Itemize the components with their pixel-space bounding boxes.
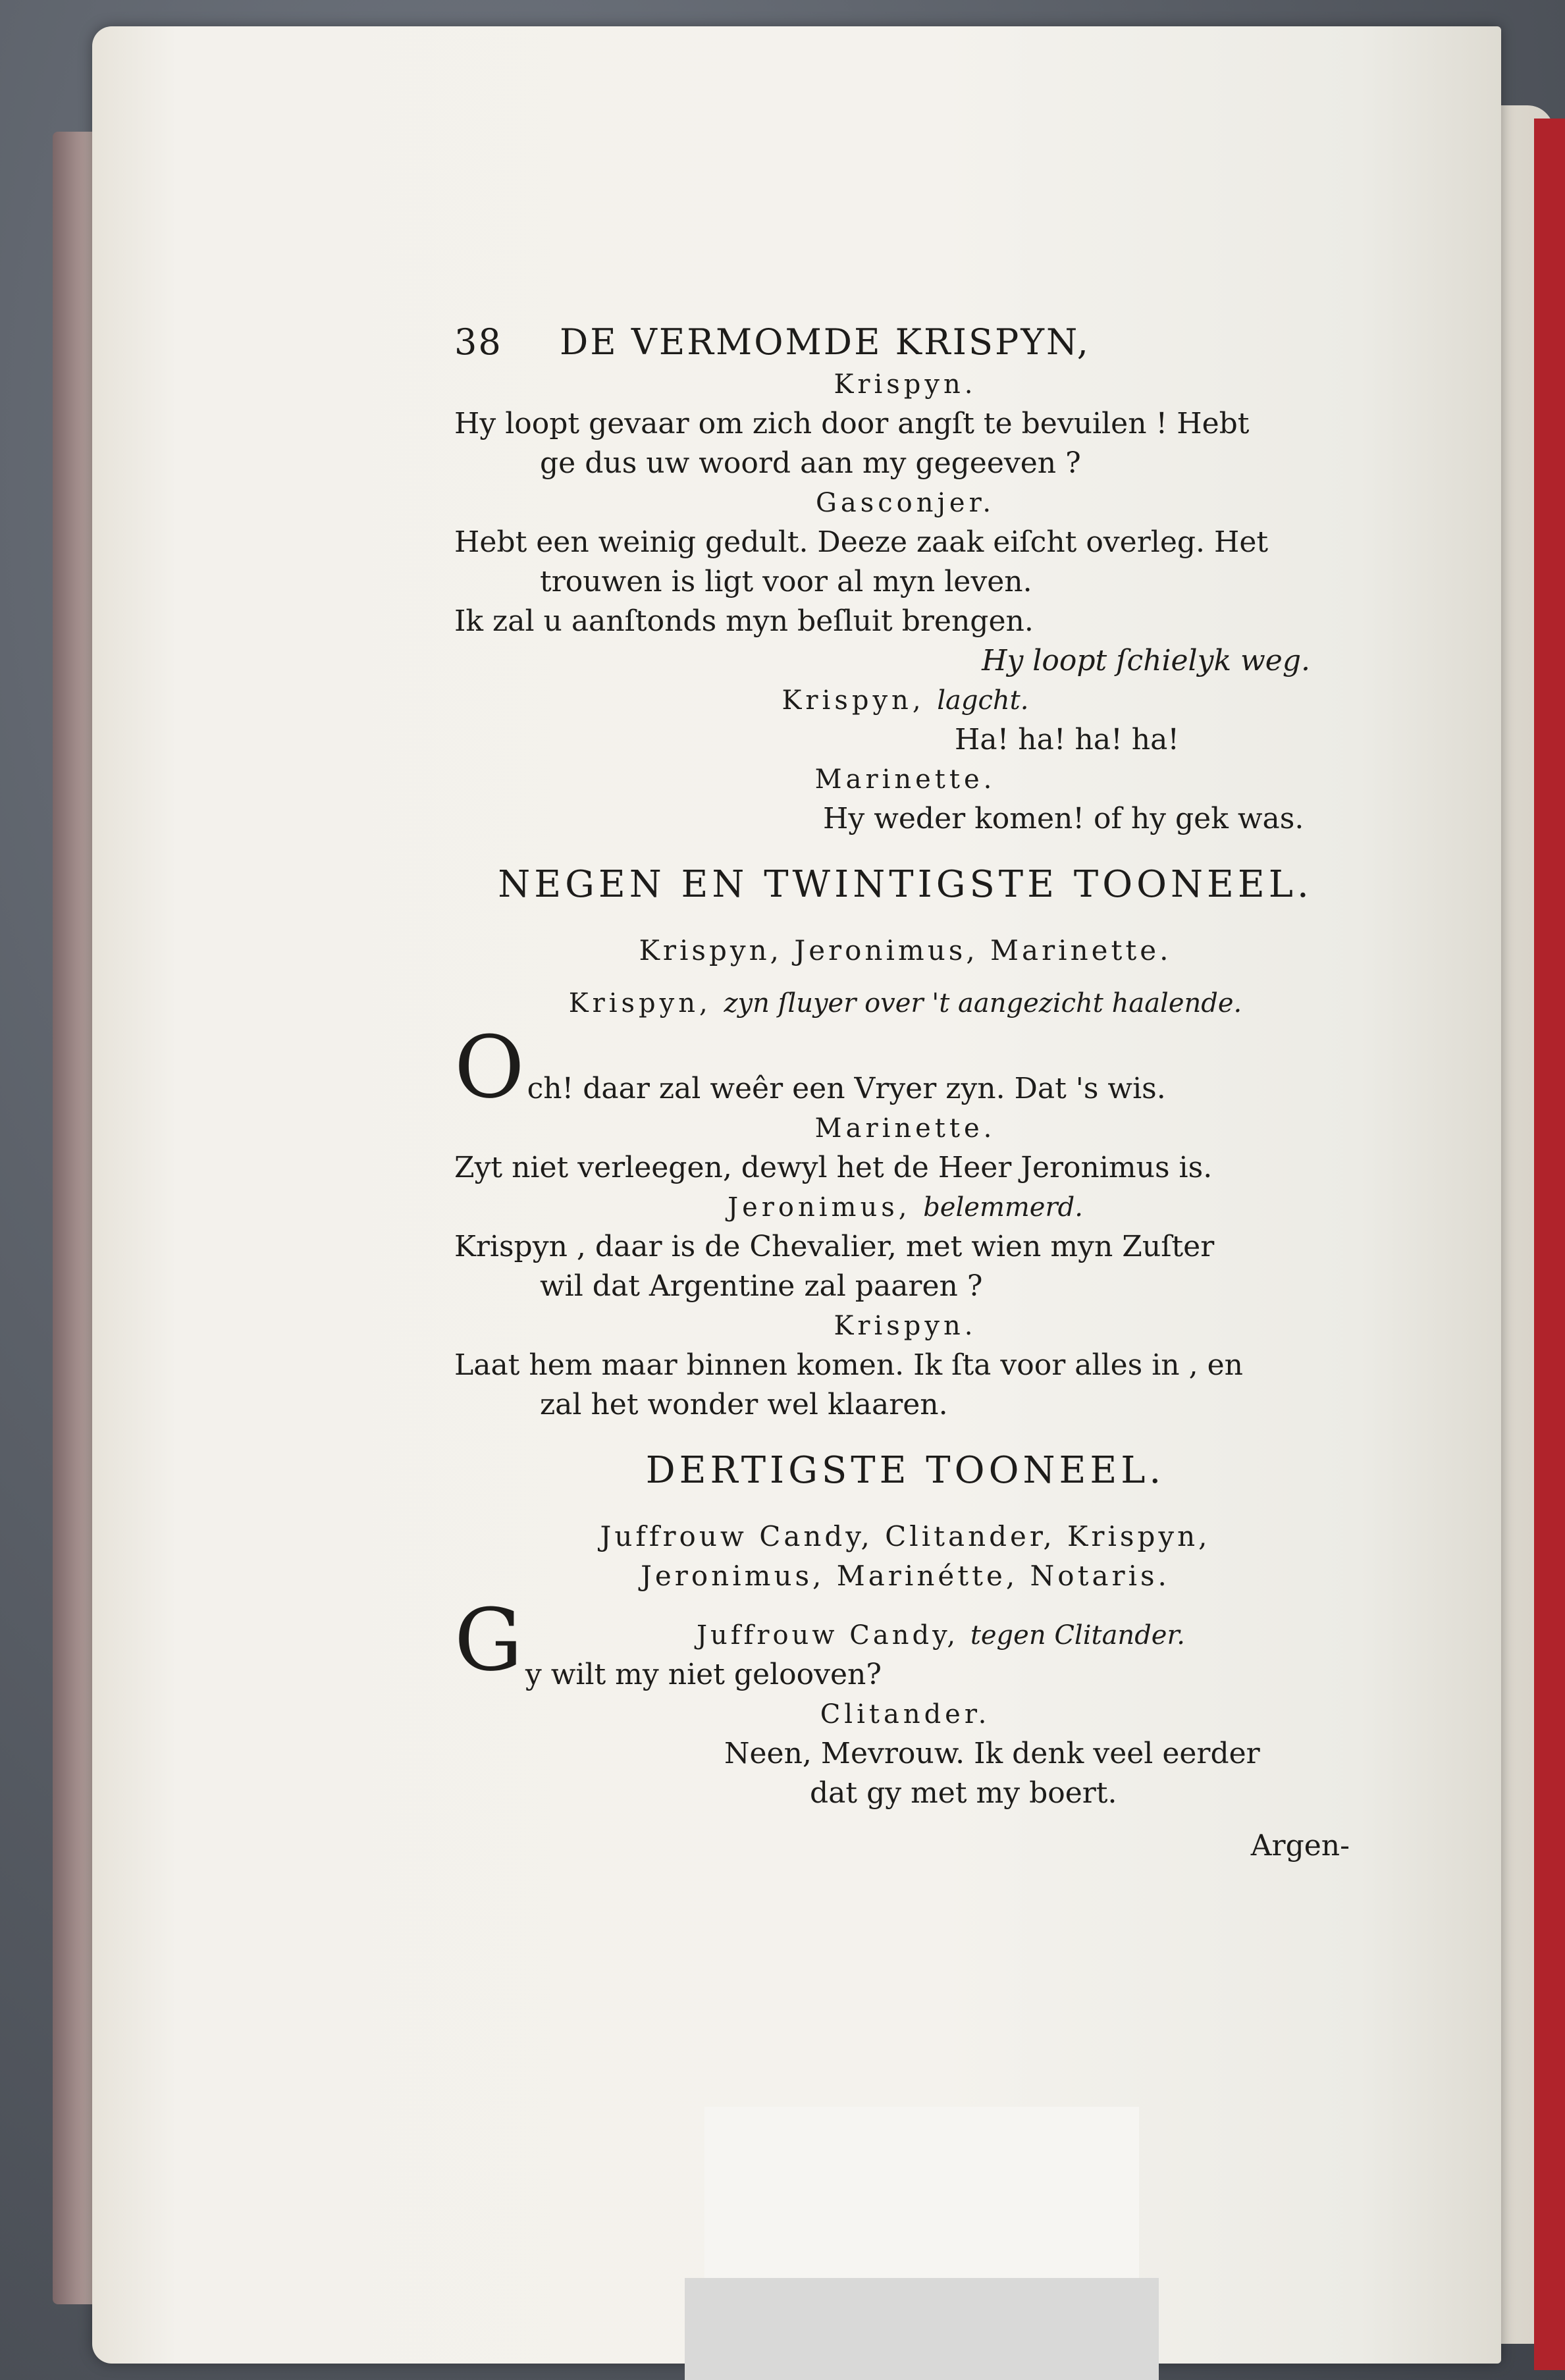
stage-direction: zyn ſluyer over 't aangezicht haalende. xyxy=(724,988,1242,1018)
speaker-name: Clitander. xyxy=(820,1699,991,1730)
dialogue-line: Hebt een weinig gedult. Deeze zaak eiſcht overleg. Het xyxy=(454,525,1269,559)
book-cover-edge xyxy=(1534,119,1565,2370)
dialogue-line: ge dus uw woord aan my gegeeven ? xyxy=(540,446,1081,480)
scene-cast: Juffrouw Candy, Clitander, Krispyn, xyxy=(600,1520,1211,1552)
stage-direction: tegen Clitander. xyxy=(970,1620,1185,1651)
dialogue-line xyxy=(454,1017,1356,1117)
speaker-name: Gasconjer. xyxy=(815,488,995,518)
dialogue-text: ch! daar zal weêr een Vryer zyn. Dat 's wis. xyxy=(527,1072,1166,1105)
dialogue-line xyxy=(454,1590,1356,1695)
dialogue-text: y wilt my niet gelooven? xyxy=(525,1658,882,1691)
speaker-name: Marinette. xyxy=(814,764,996,795)
speaker-name: Krispyn. xyxy=(834,369,977,400)
blank-label xyxy=(685,2278,1159,2380)
scene-title: DERTIGSTE TOONEEL. xyxy=(645,1449,1165,1492)
stage-direction: Hy loopt ſchielyk weg. xyxy=(982,644,1310,677)
scene-cast: Krispyn, Jeronimus, Marinette. xyxy=(639,934,1172,966)
dialogue-line: Hy weder komen! of hy gek was. xyxy=(823,802,1304,835)
drop-cap: G xyxy=(454,1590,523,1690)
blank-label xyxy=(704,2107,1139,2278)
page-text xyxy=(454,323,1356,1866)
dialogue-line: zal het wonder wel klaaren. xyxy=(540,1388,948,1421)
speaker-name: Juffrouw Candy, xyxy=(696,1620,959,1651)
page-number: 38 xyxy=(454,321,502,363)
drop-cap: O xyxy=(454,1017,525,1117)
speaker-with-direction xyxy=(454,1188,1356,1227)
dialogue-line: Ik zal u aanſtonds myn beſluit brengen. xyxy=(454,604,1034,638)
dialogue-line: trouwen is ligt voor al myn leven. xyxy=(540,565,1032,598)
speaker-name: Marinette. xyxy=(814,1113,996,1144)
dialogue-line: Ha! ha! ha! ha! xyxy=(955,723,1179,756)
dialogue-line: Zyt niet verleegen, dewyl het de Heer Jeronimus is. xyxy=(454,1151,1213,1184)
speaker-with-direction xyxy=(454,681,1356,720)
speaker-name: Krispyn. xyxy=(834,1311,977,1341)
speaker-with-direction xyxy=(454,1616,1356,1655)
running-title: DE VERMOMDE KRISPYN, xyxy=(560,321,1090,363)
stage-direction: belemmerd. xyxy=(923,1192,1083,1223)
dialogue-line: dat gy met my boert. xyxy=(810,1776,1117,1810)
dialogue-line: Hy loopt gevaar om zich door angſt te bevuilen ! Hebt xyxy=(454,407,1250,440)
speaker-name: Krispyn, xyxy=(568,988,712,1018)
dialogue-line: Laat hem maar binnen komen. Ik ſta voor alles in , en xyxy=(454,1348,1243,1382)
speaker-name: Krispyn, xyxy=(782,685,925,716)
catchword: Argen- xyxy=(1250,1829,1350,1863)
page-header xyxy=(454,323,1356,362)
speaker-name: Jeronimus, xyxy=(728,1192,911,1223)
dialogue-line: wil dat Argentine zal paaren ? xyxy=(540,1269,983,1303)
dialogue-line: Krispyn , daar is de Chevalier, met wien myn Zuſter xyxy=(454,1230,1215,1263)
speaker-with-direction xyxy=(454,984,1356,1023)
stage-direction: lagcht. xyxy=(937,685,1029,716)
scene-title: NEGEN EN TWINTIGSTE TOONEEL. xyxy=(498,863,1313,906)
dialogue-line: Neen, Mevrouw. Ik denk veel eerder xyxy=(724,1737,1260,1770)
scene-cast: Jeronimus, Marinétte, Notaris. xyxy=(641,1560,1170,1592)
